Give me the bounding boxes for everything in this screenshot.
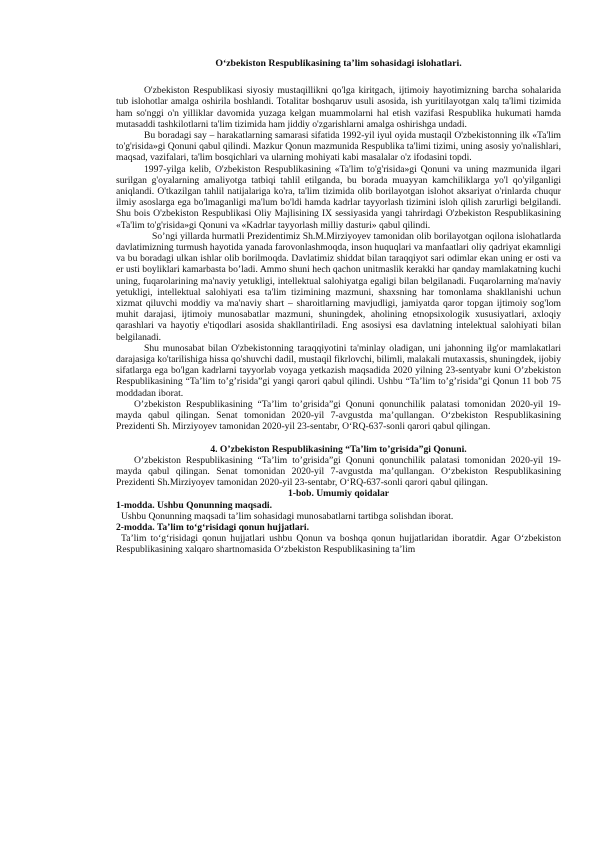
section-title: 4. O’zbekiston Respublikasining “Ta’lim to’grisida”gi Qonuni. [210, 443, 467, 455]
section-intro: O’zbekiston Respublikasining “Ta’lim to’grisida”gi Qonuni qonunchilik palatasi tomonidan 2020-yil 19-mayda qabul qilingan. Senat tomonidan 2020-yil 7-avgustda ma’qullangan. O‘zbekiston Respublikasining Prezidenti Sh.Mirziyoyev tamonidan 2020-yil 23-sentabr, O‘RQ-637-sonli qarori qabul qilingan. [116, 454, 561, 489]
document-title: O‘zbekiston Respublikasining ta’lim sohasidagi islohatlari. [215, 58, 462, 69]
article-text: Ushbu Qonunning maqsadi ta’lim sohasidagi munosabatlarni tartibga solishdan iborat. [121, 510, 454, 522]
paragraph: O'zbekiston Respublikasi siyosiy mustaqillikni qo'lga kiritgach, ijtimoiy hayotimizning barcha sohalarida tub islohotlar amalga oshirila boshlandi. Totalitar boshqaruv usuli asosida, ish yuritilayotgan xalq ta'limi tizimida ham so'nggi o'n yilliklar davomida yuzaga kelgan muammolarni hal etish vazifasi Respublika hukumati hamda mutasaddi tashkilotlarni ta'lim tizimida ham jiddiy o'zgarishlarni amalga oshirishga undadi. [116, 85, 561, 130]
paragraph: Shu munosabat bilan O'zbekistonning taraqqiyotini ta'minlay oladigan, uni jahonning ilg'or mamlakatlari darajasiga ko'tarilishiga hissa qo'shuvchi dadil, mustaqil fikrlovchi, bilimli, malakali mutaxassis, shuningdek, ijobiy sifatlarga ega bo'lgan kadrlarni tayyorlab voyaga yetkazish maqsadida 2020 yilning 23-sentyabr kuni O’zbekiston Respublikasining “Ta’lim to’g’risida”gi yangi qarori qabul qilindi. Ushbu “Ta’lim to’g’risida”gi Qonun 11 bob 75 moddadan iborat. [116, 342, 561, 399]
paragraph: So’ngi yillarda hurmatli Prezidentimiz Sh.M.Mirziyoyev tamonidan olib borilayotgan oqilona islohatlarda davlatimizning turmush hayotida yanada farovonlashmoqda, inson huquqlari va manfaatlari oliy qadriyat ekamnligi va bu boradagi ulkan ishlar olib borilmoqda. Davlatimiz shiddat bilan taraqqiyot sari odimlar ekan uning er osti va er usti boyliklari kamarbasta bo’ladi. Ammo shuni hech qachon unitmaslik kerakki har qanday mamlakatning kuchi uning, fuqarolarining ma'naviy yetukligi, intellektual salohiyatga egaligi bilan belgilanadi. Fuqarolarning ma'naviy yetukligi, intellektual salohiyati esa ta'lim tizimining mazmuni, shaxsning har tomonlama shakllanishi uchun xizmat qiluvchi moddiy va ma'naviy shart – sharoitlarning mavjudligi, jamiyatda qaror topgan ijtimoiy sog'lom muhit darajasi, ijtimoiy munosabatlar mazmuni, shuningdek, aholining etnopsixologik xususiyatlari, axloqiy qarashlari va hayotiy e'tiqodlari asosida shakllantiriladi. Eng asosiysi esa davlatning intelektual salohiyati bilan belgilanadi. [116, 230, 561, 343]
paragraph: Bu boradagi say – harakatlarning samarasi sifatida 1992-yil iyul oyida mustaqil O'zbekistonning ilk «Ta'lim to'g'risida»gi Qonuni qabul qilindi. Mazkur Qonun mazmunida Respublika ta'limi tizimi, uning asosiy yo'nalishlari, maqsad, vazifalari, ta'lim bosqichlari va ularning mohiyati kabi masalalar o'z ifodasini topdi. [116, 130, 561, 164]
article-text: Ta’lim to‘g‘risidagi qonun hujjatlari ushbu Qonun va boshqa qonun hujjatlaridan iboratdir. Agar O‘zbekiston Respublikasining xalqaro shartnomasida O‘zbekiston Respublikasining ta’lim [116, 533, 561, 556]
chapter-title: 1-bob. Umumiy qoidalar [287, 488, 389, 500]
paragraph: 1997-yilga kelib, O'zbekiston Respublikasining «Ta'lim to'g'risida»gi Qonuni va uning mazmunida ilgari surilgan g'oyalarning amaliyotga tatbiqi tahlil etilganda, bu borada muayyan kamchiliklarga yo'l qo'yilganligi aniqlandi. O'tkazilgan tahlil natijalariga ko'ra, ta'lim tizimida olib borilayotgan islohot aksariyat o'rinlarda chuqur ilmiy asoslarga ega bo'lmaganligi ma'lum bo'ldi hamda kadrlar tayyorlash tizimini isloh qilish zarurligi belgilandi. Shu bois O'zbekiston Respublikasi Oliy Majlisining IX sessiyasida yangi tahrirdagi O'zbekiston Respublikasining «Ta'lim to'g'risida»gi Qonuni va «Kadrlar tayyorlash milliy dasturi» qabul qilindi. [116, 163, 561, 231]
article-title: 2-modda. Ta’lim to‘g‘risidagi qonun hujjatlari. [116, 521, 309, 533]
paragraph: O’zbekiston Respublikasining “Ta’lim to’grisida”gi Qonuni qonunchilik palatasi tomonidan 2020-yil 19-mayda qabul qilingan. Senat tomonidan 2020-yil 7-avgustda ma’qullangan. O‘zbekiston Respublikasining Prezidenti Sh. Mirziyoyev tamonidan 2020-yil 23-sentabr, O‘RQ-637-sonli qarori qabul qilingan. [116, 398, 561, 433]
article-title: 1-modda. Ushbu Qonunning maqsadi. [116, 499, 272, 511]
